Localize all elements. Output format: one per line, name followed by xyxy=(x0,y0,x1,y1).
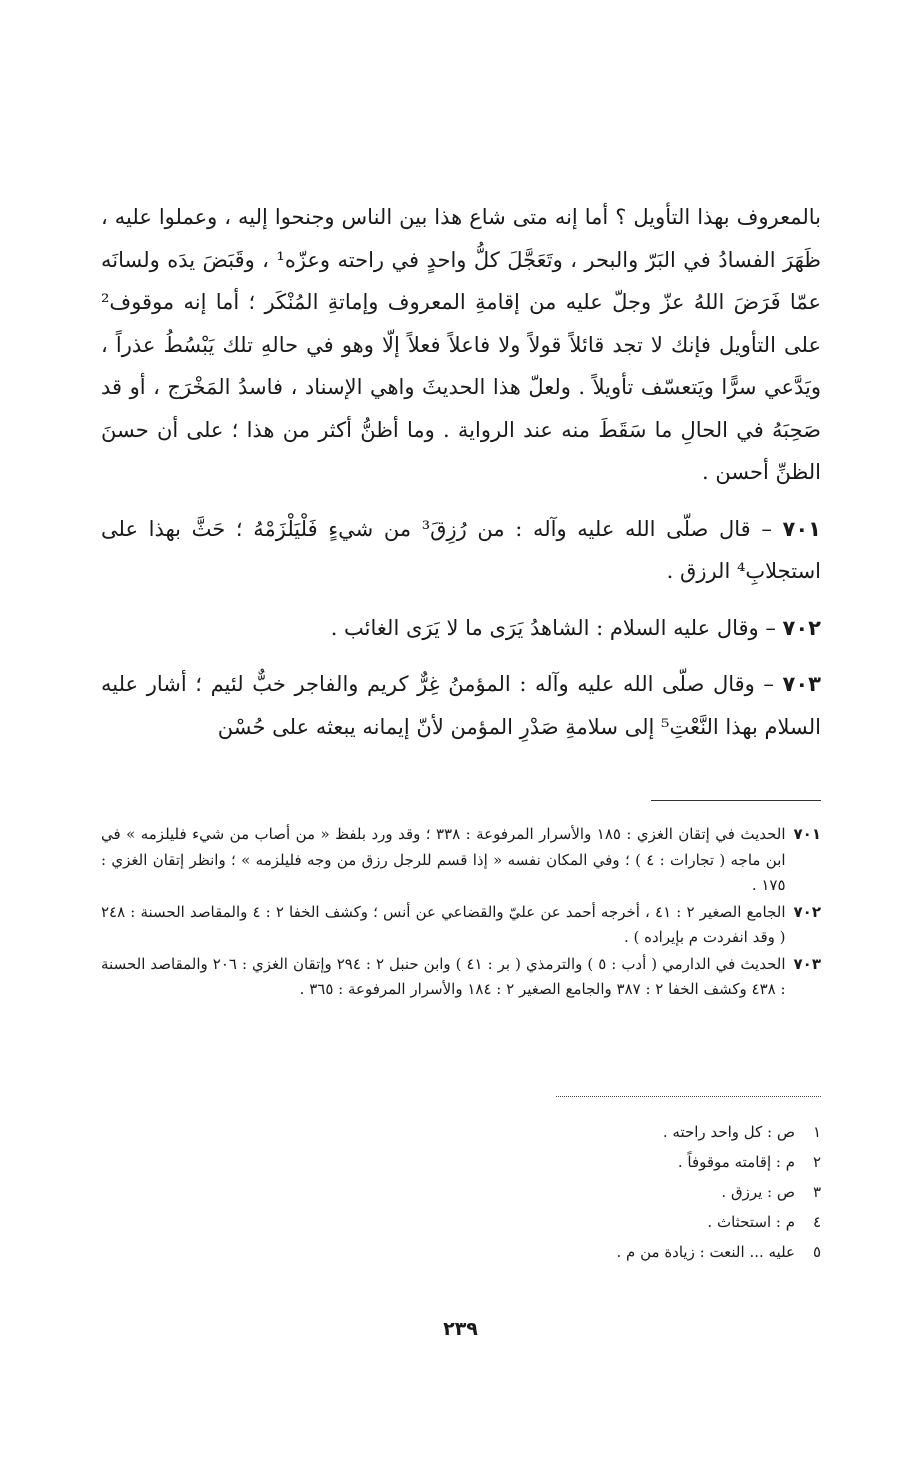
hadith-text: وقال عليه السلام : الشاهدُ يَرَى ما لا يَرَى الغائب . xyxy=(330,615,759,640)
variant-number: ١ xyxy=(812,1123,821,1141)
main-text xyxy=(101,196,821,748)
variant-text: ص : يرزق . xyxy=(721,1183,795,1201)
hadith-dash: – xyxy=(765,615,776,640)
reference-notes xyxy=(101,822,821,1004)
variant-note xyxy=(421,1117,821,1147)
variant-note xyxy=(421,1177,821,1207)
variant-text: ص : كل واحد راحته . xyxy=(662,1123,795,1141)
reference-note-702 xyxy=(101,900,821,951)
variant-note xyxy=(421,1207,821,1237)
reference-number: ٧٠١ xyxy=(793,825,821,843)
page-number: ٢٣٩ xyxy=(443,1318,478,1340)
hadith-dash: – xyxy=(761,516,772,541)
hadith-number: ٧٠٢ xyxy=(782,615,821,640)
hadith-703 xyxy=(101,663,821,748)
footnote-separator xyxy=(651,800,821,801)
reference-text: الحديث في إتقان الغزي : ١٨٥ والأسرار المرفوعة : ٣٣٨ ؛ وقد ورد بلفظ « من أصاب من شيء فليلزمه » في ابن ماجه ( تجارات : ٤ ) ؛ وفي المكان نفسه « إذا قسم للرجل رزق من وجه فليلزمه » ؛ وانظر إتقان الغزي : ١٧٥ . xyxy=(101,825,786,894)
variant-readings xyxy=(421,1117,821,1267)
reference-number: ٧٠٢ xyxy=(793,902,821,921)
hadith-text: قال صلّى الله عليه وآله : من رُزِقَ³ من شيءٍ فَلْيَلْزَمْهُ ؛ حَثَّ بهذا على استجلابِ⁴ الرزق . xyxy=(101,516,821,583)
reference-number: ٧٠٣ xyxy=(793,954,821,973)
reference-note-701 xyxy=(101,822,821,899)
reference-text: الجامع الصغير ٢ : ٤١ ، أخرجه أحمد عن عليّ والقضاعي عن أنس ؛ وكشف الخفا ٢ : ٤ والمقاصد الحسنة : ٢٤٨ ( وقد انفردت م بإيراده ) . xyxy=(101,902,786,946)
variant-number: ٥ xyxy=(812,1243,821,1261)
variant-text: م : استحثاث . xyxy=(707,1213,795,1231)
hadith-number: ٧٠٣ xyxy=(782,672,821,696)
variant-note xyxy=(421,1237,821,1267)
hadith-number: ٧٠١ xyxy=(782,516,821,541)
hadith-701 xyxy=(101,508,821,593)
variant-number: ٤ xyxy=(812,1213,821,1231)
hadith-dash: – xyxy=(763,672,774,696)
variants-separator xyxy=(556,1096,821,1097)
reference-note-703 xyxy=(101,952,821,1003)
variant-text: م : إقامته موقوفاً . xyxy=(677,1153,795,1171)
variant-number: ٣ xyxy=(812,1183,821,1201)
reference-text: الحديث في الدارمي ( أدب : ٥ ) والترمذي ( بر : ٤١ ) وابن حنبل ٢ : ٢٩٤ وإتقان الغزي : ٢٠٦ والمقاصد الحسنة : ٤٣٨ وكشف الخفا ٢ : ٣٨٧ والجامع الصغير ٢ : ١٨٤ والأسرار المرفوعة : ٣٦٥ . xyxy=(101,954,786,998)
variant-note xyxy=(421,1147,821,1177)
hadith-702 xyxy=(101,607,821,650)
opening-paragraph: بالمعروف بهذا التأويل ؟ أما إنه متى شاع هذا بين الناس وجنحوا إليه ، وعملوا عليه ، ظَهَرَ الفسادُ في البَرّ والبحر ، وتَعَجَّلَ كلُّ واحدٍ في راحته وعزّه¹ ، وقَبَضَ يدَه ولسانَه عمّا فَرَضَ اللهُ عزّ وجلّ عليه من إقامةِ المعروف وإماتةِ المُنْكَر ؛ أما إنه موقوف² على التأويل فإنك لا تجد قائلاً قولاً ولا فاعلاً فعلاً إلّا وهو في حالهِ تلك يَبْسُطُ عذراً ، ويَدَّعي سرًّا ويَتعسّف تأويلاً . ولعلّ هذا الحديثَ واهي الإسناد ، فاسدُ المَخْرَج ، أو قد صَحِبَهُ في الحالِ ما سَقَطَ منه عند الرواية . وما أظنُّ أكثر من هذا ؛ على أن حسنَ الظنِّ أحسن . xyxy=(101,205,821,484)
hadith-text: وقال صلّى الله عليه وآله : المؤمنُ غِرٌّ كريم والفاجر خبٌّ لئيم ؛ أشار عليه السلام بهذا النَّعْتِ⁵ إلى سلامةِ صَدْرِ المؤمن لأنّ إيمانه يبعثه على حُسْن xyxy=(101,672,821,739)
variant-text: عليه ... النعت : زيادة من م . xyxy=(616,1243,795,1261)
variant-number: ٢ xyxy=(812,1153,821,1171)
